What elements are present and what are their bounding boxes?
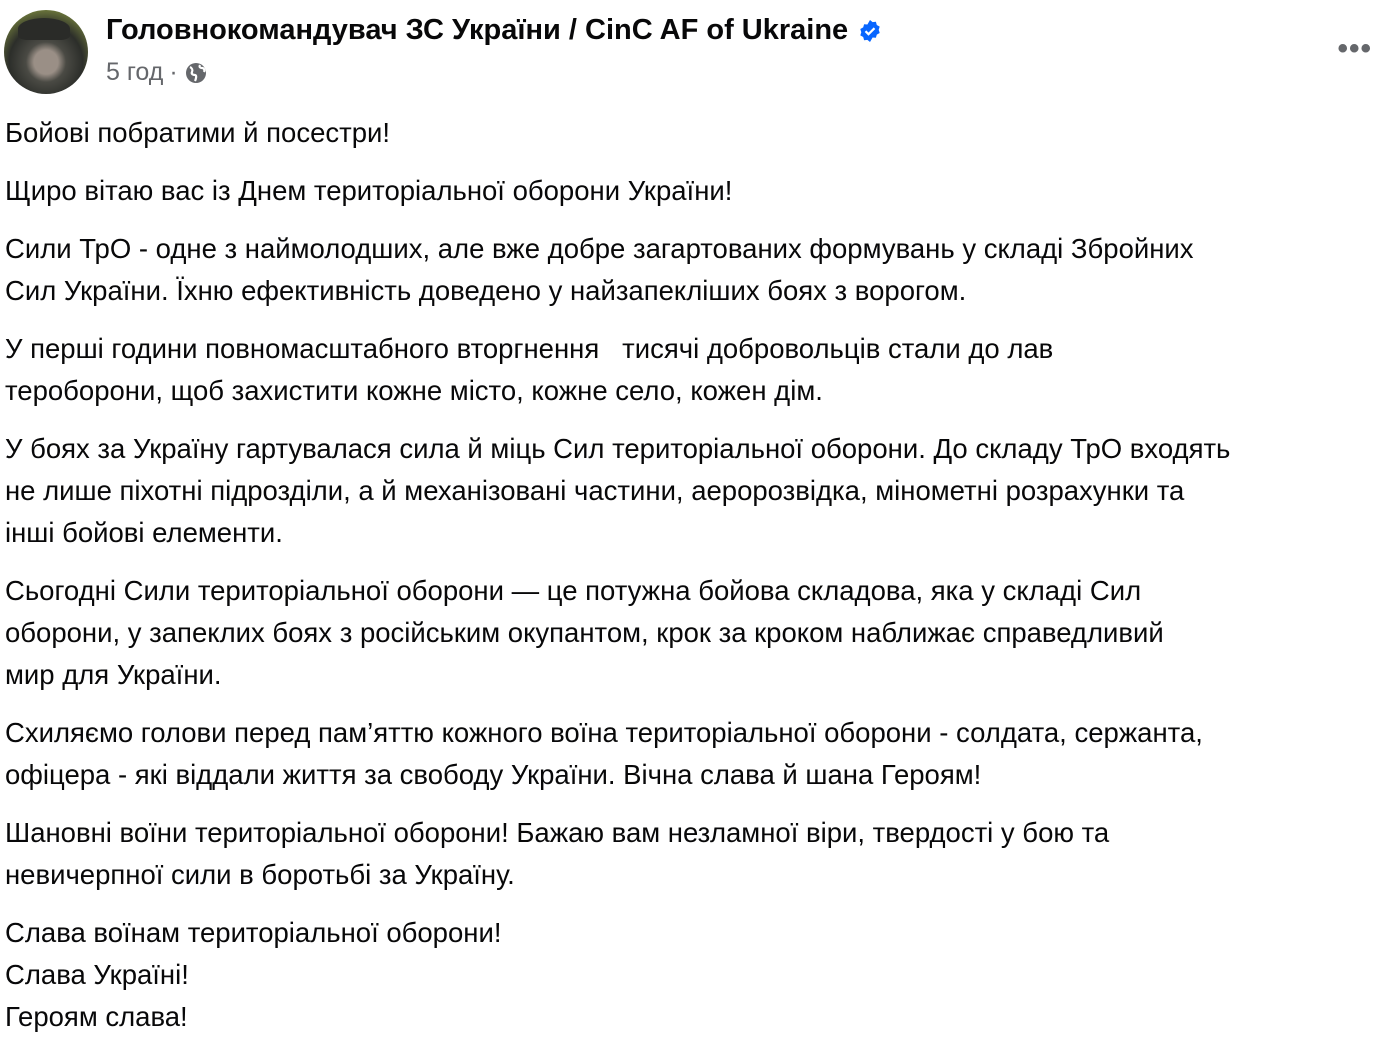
globe-icon bbox=[184, 61, 208, 85]
post-paragraph bbox=[5, 912, 1400, 1038]
post-paragraph bbox=[5, 112, 1400, 154]
post-text bbox=[5, 112, 1400, 1054]
paragraph-line: Героям слава! bbox=[5, 1001, 188, 1032]
verified-badge-icon bbox=[858, 19, 882, 43]
paragraph-line: мир для України. bbox=[5, 659, 222, 690]
post-paragraph bbox=[5, 428, 1400, 554]
paragraph-line: Сили ТрО - одне з наймолодших, але вже добре загартованих формувань у складі Збройних bbox=[5, 233, 1194, 264]
paragraph-line: У боях за Україну гартувалася сила й міць Сил територіальної оборони. До складу ТрО входять bbox=[5, 433, 1231, 464]
more-options-button[interactable]: ••• bbox=[1337, 32, 1372, 65]
post-paragraph bbox=[5, 712, 1400, 796]
paragraph-line: Слава Україні! bbox=[5, 959, 189, 990]
paragraph-line: Бойові побратими й посестри! bbox=[5, 117, 391, 148]
paragraph-line: не лише піхотні підрозділи, а й механізовані частини, аеророзвідка, мінометні розрахунки та bbox=[5, 475, 1185, 506]
paragraph-line: офіцера - які віддали життя за свободу України. Вічна слава й шана Героям! bbox=[5, 759, 982, 790]
post-paragraph bbox=[5, 328, 1400, 412]
author-row bbox=[106, 14, 882, 47]
paragraph-line: невичерпної сили в боротьбі за Україну. bbox=[5, 859, 515, 890]
post-paragraph bbox=[5, 228, 1400, 312]
post-meta bbox=[106, 58, 208, 87]
author-name[interactable]: Головнокомандувач ЗС України / CinC AF of Ukraine bbox=[106, 14, 849, 46]
paragraph-line: У перші години повномасштабного вторгнення тисячі добровольців стали до лав bbox=[5, 333, 1054, 364]
paragraph-line: інші бойові елементи. bbox=[5, 517, 283, 548]
paragraph-line: Шановні воїни територіальної оборони! Бажаю вам незламної віри, твердості у бою та bbox=[5, 817, 1110, 848]
paragraph-line: Щиро вітаю вас із Днем територіальної оборони України! bbox=[5, 175, 733, 206]
post-paragraph bbox=[5, 170, 1400, 212]
post-paragraph bbox=[5, 570, 1400, 696]
paragraph-line: Слава воїнам територіальної оборони! bbox=[5, 917, 502, 948]
paragraph-line: Сьогодні Сили територіальної оборони — це потужна бойова складова, яка у складі Сил bbox=[5, 575, 1142, 606]
avatar[interactable] bbox=[4, 10, 88, 94]
meta-separator: · bbox=[169, 58, 178, 86]
paragraph-line: Сил України. Їхню ефективність доведено у найзапекліших боях з ворогом. bbox=[5, 275, 967, 306]
post-paragraph bbox=[5, 812, 1400, 896]
paragraph-line: оборони, у запеклих боях з російським окупантом, крок за кроком наближає справедливий bbox=[5, 617, 1164, 648]
post-time[interactable]: 5 год bbox=[106, 58, 164, 86]
paragraph-line: Схиляємо голови перед пам’яттю кожного воїна територіальної оборони - солдата, сержанта, bbox=[5, 717, 1203, 748]
paragraph-line: тероборони, щоб захистити кожне місто, кожне село, кожен дім. bbox=[5, 375, 823, 406]
